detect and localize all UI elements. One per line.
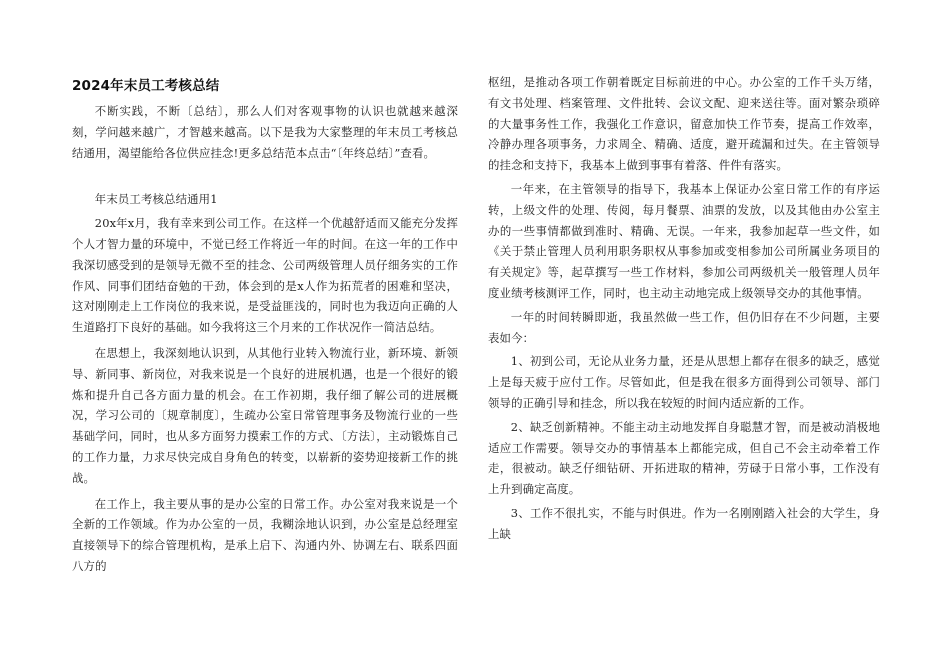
document-title: 2024年末员工考核总结 [72, 78, 220, 94]
body-paragraph: 在工作上，我主要从事的是办公室的日常工作。办公室对我来说是一个全新的工作领域。作为办公室的一员，我糊涂地认识到，办公室是总经理室直接领导下的综合管理机构，是承上启下、沟通内外、协调左右、联系四面八方的 [72, 496, 458, 573]
left-column [72, 72, 458, 582]
section-heading: 年末员工考核总结通用1 [94, 192, 218, 207]
body-paragraph: 一年来，在主管领导的指导下，我基本上保证办公室日常工作的有序运转，上级文件的处理、传阅，每月餐票、油票的发放，以及其他由办公室主办的一些事情都做到准时、精确、无误。一年来，我参加起草一些文件，如《关于禁止管理人员利用职务职权从事参加或变相参加公司所属业务项目的有关规定》等，起草撰写一些工作材料，参加公司两级机关一般管理人员年度业绩考核测评工作，同时，也主动主动地完成上级领导交办的其他事情。 [488, 181, 880, 300]
right-column [488, 72, 880, 548]
body-paragraph: 20x年x月，我有幸来到公司工作。在这样一个优越舒适而又能充分发挥个人才智力量的环境中，不觉已经工作将近一年的时间。在这一年的工作中我深切感受到的是领导无微不至的挂念、公司两级管理人员仔细务实的工作作风、同事们团结奋勉的干劲，体会到的是x人作为拓荒者的困难和坚决，这对刚刚走上工作岗位的我来说，是受益匪浅的，同时也为我迈向正确的人生道路打下良好的基础。如今我将这三个月来的工作状况作一简洁总结。 [72, 216, 458, 335]
intro-paragraph: 不断实践，不断〔总结〕，那么人们对客观事物的认识也就越来越深刻，学问越来越广，才智越来越高。以下是我为大家整理的年末员工考核总结通用，渴望能给各位供应挂念!更多总结范本点击“〔年终总结〕”查看。 [72, 104, 458, 160]
body-paragraph-continued: 枢纽，是推动各项工作朝着既定目标前进的中心。办公室的工作千头万绪，有文书处理、档案管理、文件批转、会议文配、迎来送往等。面对繁杂琐碎的大量事务性工作，我强化工作意识，留意加快工作节奏，提高工作效率，冷静办理各项事务，力求周全、精确、适度，避开疏漏和过失。在主管领导的挂念和支持下，我基本上做到事事有着落、件件有落实。 [488, 75, 880, 173]
list-item-1: 1、初到公司，无论从业务力量，还是从思想上都存在很多的缺乏，感觉上是每天疲于应付工作。尽管如此，但是我在很多方面得到公司领导、部门领导的正确引导和挂念，所以我在较短的时间内适应新的工作。 [488, 354, 880, 410]
body-paragraph: 在思想上，我深刻地认识到，从其他行业转入物流行业，新环境、新领导、新同事、新岗位，对我来说是一个良好的进展机遇，也是一个很好的锻炼和提升自己各方面力量的机会。在工作初期，我仔细了解公司的进展概况，学习公司的〔规章制度〕，生疏办公室日常管理事务及物流行业的一些基础学问，同时，也从多方面努力摸索工作的方式、〔方法〕，主动锻炼自己的工作力量，力求尽快完成自身角色的转变，以崭新的姿势迎接新工作的挑战。 [72, 345, 458, 485]
list-item-2: 2、缺乏创新精神。不能主动主动地发挥自身聪慧才智，而是被动消极地适应工作需要。领导交办的事情基本上都能完成，但自己不会主动牵着工作走，很被动。缺乏仔细钻研、开拓进取的精神，劳碌于日常小事，工作没有上升到确定高度。 [488, 419, 880, 497]
list-item-3: 3、工作不很扎实，不能与时俱进。作为一名刚刚踏入社会的大学生，身上缺 [488, 505, 880, 541]
body-paragraph: 一年的时间转瞬即逝，我虽然做一些工作，但仍旧存在不少问题，主要表如今： [488, 309, 880, 345]
